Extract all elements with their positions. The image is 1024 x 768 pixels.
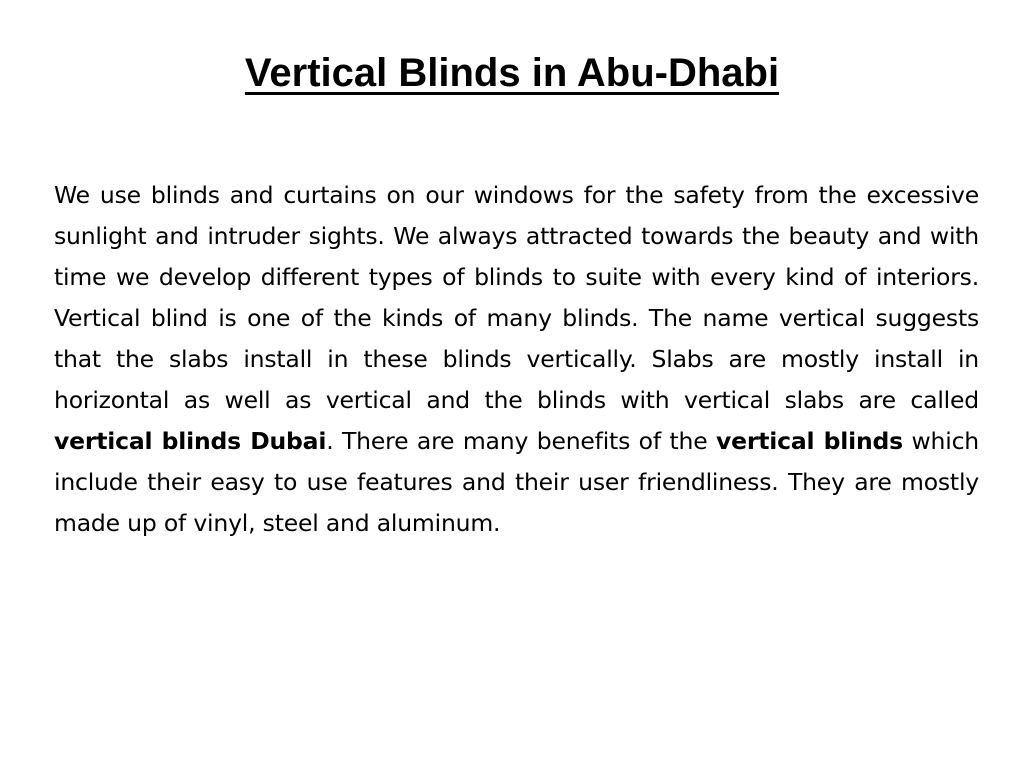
body-paragraph [54,175,979,544]
paragraph-text-3: which include their easy to use features and their user friendliness. They are mostly made up of vinyl, steel and aluminum. [54,427,979,537]
paragraph-text-1: We use blinds and curtains on our windows for the safety from the excessive sunlight and intruder sights. We always attracted towards the beauty and with time we develop different types of blinds to suite with every kind of interiors. Vertical blind is one of the kinds of many blinds. The name vertical suggests that the slabs install in these blinds vertically. Slabs are mostly install in horizontal as well as vertical and the blinds with vertical slabs are called [54,181,979,414]
slide-title-text: Vertical Blinds in Abu-Dhabi [244,51,780,95]
slide-title [0,46,1024,100]
bold-keyword-vertical-blinds: vertical blinds [716,427,903,455]
paragraph-text-2: . There are many benefits of the [326,427,717,455]
bold-keyword-vertical-blinds-dubai: vertical blinds Dubai [54,427,327,455]
